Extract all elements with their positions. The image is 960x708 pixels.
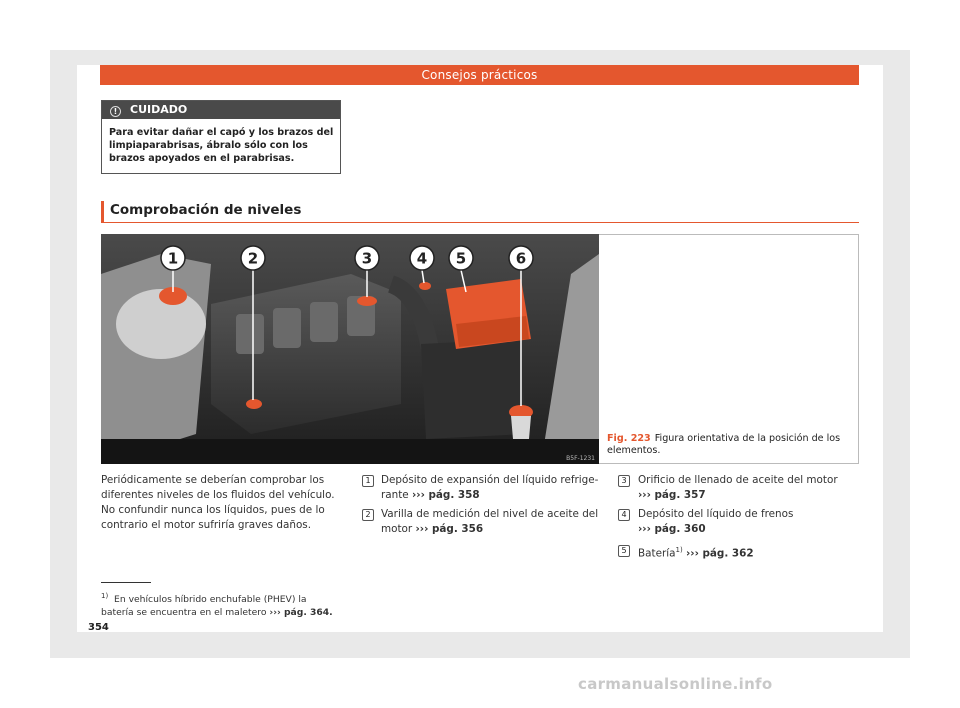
caution-header: [102, 101, 340, 119]
item-5-footnote-mark: 1): [675, 546, 683, 554]
list-item-5: [638, 543, 858, 561]
item-1-text: Depósito de expansión del líquido refrige-: [381, 474, 599, 486]
callout-6-label: 6: [515, 249, 527, 268]
item-1-text2: rante: [381, 489, 409, 501]
item-badge-5: 5: [618, 545, 630, 557]
figure-caption: [607, 433, 852, 457]
page-number: 354: [88, 622, 109, 633]
item-badge-3: 3: [618, 475, 630, 487]
item-2-text: Varilla de medición del nivel de aceite del: [381, 508, 599, 520]
callout-4-label: 4: [416, 249, 428, 268]
callout-3-label: 3: [361, 249, 373, 268]
footnote-ref[interactable]: ››› pág. 364.: [269, 607, 333, 619]
item-badge-1: 1: [362, 475, 374, 487]
caution-box: [101, 100, 341, 174]
callout-2-label: 2: [247, 249, 259, 268]
item-1-ref[interactable]: ››› pág. 358: [412, 489, 480, 501]
figure-caption-text: Figura orientativa de la posición de los elementos.: [607, 433, 841, 456]
footnote-divider: [101, 582, 151, 583]
watermark: carmanualsonline.info: [578, 675, 773, 693]
intro-paragraph: Periódicamente se deberían comprobar los diferentes niveles de los fluidos del vehículo. No confundir nunca los líquidos, pues de lo contrario el motor sufriría graves daños.: [101, 474, 335, 531]
caution-text: Para evitar dañar el capó y los brazos del limpiaparabrisas, ábralo sólo con los brazos apoyados en el parabrisas.: [109, 127, 334, 164]
item-4-text: Depósito del líquido de frenos: [638, 508, 794, 520]
item-badge-2: 2: [362, 509, 374, 521]
caution-title: CUIDADO: [130, 103, 188, 116]
item-5-text: Batería: [638, 547, 676, 560]
callout-1-label: 1: [167, 249, 179, 268]
list-item-1: [381, 473, 601, 503]
item-3-ref[interactable]: ››› pág. 357: [638, 489, 706, 501]
item-badge-4: 4: [618, 509, 630, 521]
section-title: Comprobación de niveles: [101, 201, 859, 223]
warning-circle-icon: !: [110, 106, 121, 117]
footnote-text: En vehículos híbrido enchufable (PHEV) la batería se encuentra en el maletero: [101, 594, 307, 619]
list-item-2: [381, 507, 601, 537]
item-2-ref[interactable]: ››› pág. 356: [415, 523, 484, 535]
list-item-3: [638, 473, 858, 503]
footnote: [101, 590, 339, 619]
item-2-text2: motor: [381, 523, 413, 535]
list-item-4: [638, 507, 858, 537]
callout-5-label: 5: [455, 249, 467, 268]
footnote-mark: 1): [101, 592, 109, 600]
item-4-ref[interactable]: ››› pág. 360: [638, 523, 706, 535]
item-3-text: Orificio de llenado de aceite del motor: [638, 474, 838, 486]
chapter-header: Consejos prácticos: [100, 65, 859, 85]
item-5-ref[interactable]: ››› pág. 362: [686, 547, 754, 560]
figure-number: Fig. 223: [607, 433, 651, 444]
engine-bay-photo: [101, 234, 599, 464]
image-code: B5F-1231: [566, 455, 595, 462]
